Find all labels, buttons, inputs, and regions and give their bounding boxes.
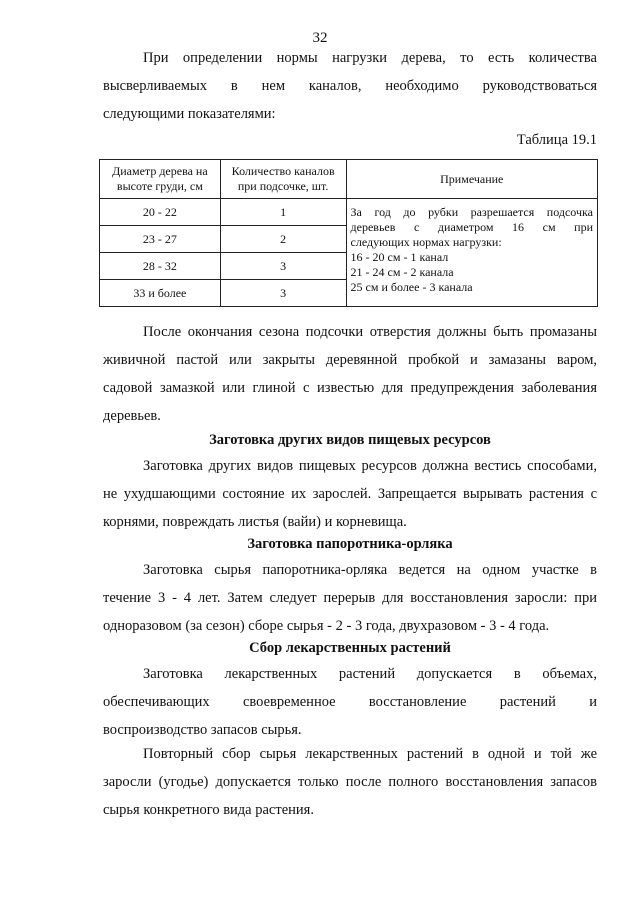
medicinal-paragraph-1 [103,660,597,744]
header-channels: Количество каналов при подсочке, шт. [220,160,346,199]
other-food-line-1: Заготовка других видов пищевых ресурсов должна вестись способами, [143,458,597,474]
medicinal-2-line-3: сырья конкретного вида растения. [103,802,314,818]
table-row [100,199,598,226]
bracken-line-1: Заготовка сырья папоротника-орляка ведется на одном участке в [143,562,597,578]
note-line-1: За год до рубки разрешается подсочка [350,205,593,219]
after-season-line-4: деревьев. [103,408,161,424]
cell-diameter: 28 - 32 [100,253,221,280]
cell-channels: 2 [220,226,346,253]
medicinal-paragraph-2 [103,740,597,824]
heading-other-food-resources: Заготовка других видов пищевых ресурсов [209,432,491,448]
after-season-line-3: садовой замазкой или глиной с известью для предупреждения заболевания [103,380,597,396]
cell-note [346,199,597,307]
header-note: Примечание [346,160,597,199]
table-caption: Таблица 19.1 [516,132,597,148]
medicinal-1-line-2: обеспечивающих своевременное восстановление растений и [103,694,597,710]
bracken-line-2: течение 3 - 4 лет. Затем следует перерыв для восстановления заросли: при [103,590,597,606]
after-season-line-2: живичной пастой или закрыты деревянной пробкой и замазаны варом, [103,352,597,368]
bracken-line-3: одноразовом (за сезон) сборе сырья - 2 - 3 года, двухразовом - 3 - 4 года. [103,618,550,634]
cell-diameter: 33 и более [100,280,221,307]
after-season-line-1: После окончания сезона подсочки отверстия должны быть промазаны [143,324,597,340]
note-line-4: 16 - 20 см - 1 канал [350,250,449,264]
intro-line-1: При определении нормы нагрузки дерева, то есть количества [143,50,597,66]
note-line-5: 21 - 24 см - 2 канала [350,265,454,279]
after-season-paragraph [103,318,597,430]
medicinal-1-line-1: Заготовка лекарственных растений допускается в объемах, [143,666,597,682]
other-food-resources-paragraph [103,452,597,536]
intro-line-2: высверливаемых в нем каналов, необходимо руководствоваться [103,78,597,94]
note-line-6: 25 см и более - 3 канала [350,280,473,294]
medicinal-2-line-2: заросли (угодье) допускается только после полного восстановления запасов [103,774,597,790]
table-header-row [100,160,598,199]
bracken-fern-paragraph [103,556,597,640]
page-number: 32 [312,30,328,46]
cell-channels: 1 [220,199,346,226]
header-diameter: Диаметр дерева на высоте груди, см [100,160,221,199]
intro-paragraph [103,44,597,128]
intro-line-3: следующими показателями: [103,106,276,122]
norms-table [99,159,598,307]
other-food-line-3: корнями, повреждать листья (вайи) и корневища. [103,514,407,530]
note-line-2: деревьев с диаметром 16 см при [350,220,593,234]
other-food-line-2: не ухудшающими состояние их зарослей. Запрещается вырывать растения с [103,486,597,502]
heading-medicinal-plants: Сбор лекарственных растений [249,640,451,656]
medicinal-2-line-1: Повторный сбор сырья лекарственных растений в одной и той же [143,746,597,762]
heading-bracken-fern: Заготовка папоротника-орляка [247,536,453,552]
note-line-3: следующих нормах нагрузки: [350,235,502,249]
medicinal-1-line-3: воспроизводство запасов сырья. [103,722,302,738]
cell-channels: 3 [220,280,346,307]
cell-diameter: 23 - 27 [100,226,221,253]
cell-channels: 3 [220,253,346,280]
cell-diameter: 20 - 22 [100,199,221,226]
